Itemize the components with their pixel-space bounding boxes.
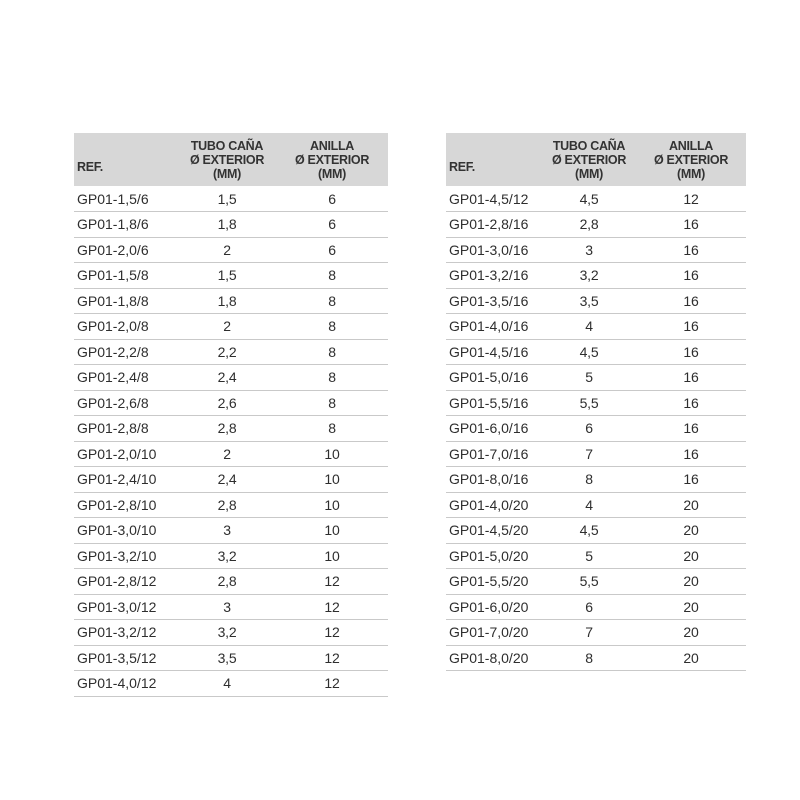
header-ref: REF. [446,133,542,186]
anilla-diameter-cell: 10 [276,441,388,467]
ref-cell: GP01-1,8/8 [74,288,178,314]
ref-cell: GP01-5,0/16 [446,365,542,391]
ref-cell: GP01-5,5/16 [446,390,542,416]
tubo-diameter-cell: 6 [542,594,636,620]
ref-cell: GP01-3,2/10 [74,543,178,569]
table-row [74,441,388,467]
anilla-diameter-cell: 12 [276,594,388,620]
ref-cell: GP01-2,8/16 [446,212,542,238]
tubo-diameter-cell: 2 [178,237,276,263]
table-row [446,339,746,365]
tubo-diameter-cell: 1,8 [178,288,276,314]
anilla-diameter-cell: 20 [636,645,746,671]
ref-cell: GP01-2,0/8 [74,314,178,340]
ref-cell: GP01-7,0/16 [446,441,542,467]
anilla-diameter-cell: 6 [276,237,388,263]
tubo-diameter-cell: 1,5 [178,263,276,289]
anilla-diameter-cell: 8 [276,288,388,314]
tubo-diameter-cell: 2,4 [178,365,276,391]
tubo-diameter-cell: 3,5 [542,288,636,314]
table-row [446,237,746,263]
tubo-diameter-cell: 3 [542,237,636,263]
spec-table-left [74,133,388,697]
anilla-diameter-cell: 10 [276,467,388,493]
ref-cell: GP01-2,0/10 [74,441,178,467]
anilla-diameter-cell: 8 [276,263,388,289]
anilla-diameter-cell: 10 [276,543,388,569]
header-anilla-line2: Ø EXTERIOR [653,152,729,167]
anilla-diameter-cell: 16 [636,390,746,416]
tubo-diameter-cell: 3 [178,594,276,620]
ref-cell: GP01-3,5/16 [446,288,542,314]
tubo-diameter-cell: 3,2 [178,543,276,569]
anilla-diameter-cell: 6 [276,186,388,212]
ref-cell: GP01-8,0/16 [446,467,542,493]
ref-cell: GP01-1,8/6 [74,212,178,238]
tubo-diameter-cell: 2,8 [178,492,276,518]
ref-cell: GP01-2,4/10 [74,467,178,493]
anilla-diameter-cell: 10 [276,518,388,544]
table-row [74,390,388,416]
ref-cell: GP01-3,2/16 [446,263,542,289]
anilla-diameter-cell: 8 [276,390,388,416]
header-anilla-line1: ANILLA [309,138,355,153]
tubo-diameter-cell: 5 [542,543,636,569]
tubo-diameter-cell: 5 [542,365,636,391]
table-row [74,620,388,646]
tubo-diameter-cell: 3,2 [178,620,276,646]
tubo-diameter-cell: 2 [178,314,276,340]
ref-cell: GP01-2,8/8 [74,416,178,442]
spec-table-right [446,133,746,671]
table-row [446,441,746,467]
table-row [74,365,388,391]
ref-cell: GP01-2,4/8 [74,365,178,391]
tubo-diameter-cell: 3,2 [542,263,636,289]
anilla-diameter-cell: 12 [276,620,388,646]
anilla-diameter-cell: 16 [636,288,746,314]
tubo-diameter-cell: 1,5 [178,186,276,212]
ref-cell: GP01-4,0/12 [74,671,178,697]
table-row [446,390,746,416]
table-body [446,186,746,671]
ref-cell: GP01-1,5/6 [74,186,178,212]
anilla-diameter-cell: 20 [636,543,746,569]
tubo-diameter-cell: 2,8 [542,212,636,238]
anilla-diameter-cell: 6 [276,212,388,238]
table-row [74,543,388,569]
header-row [74,133,388,186]
anilla-diameter-cell: 16 [636,416,746,442]
table-row [74,518,388,544]
table-row [74,186,388,212]
anilla-diameter-cell: 12 [276,569,388,595]
table-row [446,594,746,620]
table-row [74,237,388,263]
header-row [446,133,746,186]
table-row [446,518,746,544]
anilla-diameter-cell: 16 [636,441,746,467]
table-row [74,492,388,518]
ref-cell: GP01-7,0/20 [446,620,542,646]
header-anilla-line2: Ø EXTERIOR [294,152,370,167]
tubo-diameter-cell: 5,5 [542,569,636,595]
table-row [74,467,388,493]
header-tubo-line2: Ø EXTERIOR [551,152,627,167]
tubo-diameter-cell: 4 [542,492,636,518]
table-row [446,314,746,340]
ref-cell: GP01-2,8/10 [74,492,178,518]
ref-cell: GP01-3,2/12 [74,620,178,646]
tubo-diameter-cell: 7 [542,441,636,467]
header-anilla-line1: ANILLA [668,138,714,153]
tubo-diameter-cell: 8 [542,467,636,493]
ref-cell: GP01-3,0/12 [74,594,178,620]
table-row [74,645,388,671]
tubo-diameter-cell: 7 [542,620,636,646]
anilla-diameter-cell: 10 [276,492,388,518]
ref-cell: GP01-4,0/20 [446,492,542,518]
table-row [74,671,388,697]
anilla-diameter-cell: 20 [636,569,746,595]
ref-cell: GP01-4,5/12 [446,186,542,212]
table-body [74,186,388,696]
header-anilla [636,133,746,186]
ref-cell: GP01-3,0/10 [74,518,178,544]
header-tubo-line3: (MM) [575,166,603,181]
ref-cell: GP01-2,0/6 [74,237,178,263]
header-tubo [542,133,636,186]
header-anilla-line3: (MM) [318,166,346,181]
table-row [446,365,746,391]
table-row [446,492,746,518]
anilla-diameter-cell: 16 [636,263,746,289]
anilla-diameter-cell: 20 [636,518,746,544]
header-anilla [276,133,388,186]
tubo-diameter-cell: 5,5 [542,390,636,416]
anilla-diameter-cell: 16 [636,339,746,365]
table-row [74,569,388,595]
table-row [446,467,746,493]
ref-cell: GP01-2,8/12 [74,569,178,595]
table-row [74,263,388,289]
anilla-diameter-cell: 16 [636,237,746,263]
ref-cell: GP01-5,0/20 [446,543,542,569]
tubo-diameter-cell: 2,6 [178,390,276,416]
table-row [446,543,746,569]
tubo-diameter-cell: 4 [542,314,636,340]
anilla-diameter-cell: 8 [276,365,388,391]
tubo-diameter-cell: 8 [542,645,636,671]
header-ref: REF. [74,133,178,186]
tubo-diameter-cell: 4,5 [542,186,636,212]
anilla-diameter-cell: 16 [636,467,746,493]
table-row [446,263,746,289]
tubo-diameter-cell: 2,8 [178,416,276,442]
ref-cell: GP01-1,5/8 [74,263,178,289]
tubo-diameter-cell: 1,8 [178,212,276,238]
ref-cell: GP01-2,6/8 [74,390,178,416]
anilla-diameter-cell: 16 [636,212,746,238]
anilla-diameter-cell: 20 [636,492,746,518]
table-row [446,288,746,314]
table-row [74,212,388,238]
ref-cell: GP01-5,5/20 [446,569,542,595]
ref-cell: GP01-6,0/20 [446,594,542,620]
ref-cell: GP01-8,0/20 [446,645,542,671]
anilla-diameter-cell: 8 [276,416,388,442]
table-header [74,133,388,186]
header-tubo-line1: TUBO CAÑA [190,138,264,153]
header-tubo [178,133,276,186]
table-header [446,133,746,186]
tubo-diameter-cell: 2,4 [178,467,276,493]
anilla-diameter-cell: 20 [636,620,746,646]
table-row [446,212,746,238]
tubo-diameter-cell: 2,2 [178,339,276,365]
table-row [74,594,388,620]
anilla-diameter-cell: 20 [636,594,746,620]
table-row [446,186,746,212]
tubo-diameter-cell: 3,5 [178,645,276,671]
table-row [446,569,746,595]
ref-cell: GP01-3,0/16 [446,237,542,263]
tubo-diameter-cell: 4,5 [542,518,636,544]
anilla-diameter-cell: 12 [636,186,746,212]
table-row [74,288,388,314]
table-row [446,416,746,442]
tubo-diameter-cell: 2,8 [178,569,276,595]
tubo-diameter-cell: 2 [178,441,276,467]
ref-cell: GP01-6,0/16 [446,416,542,442]
ref-cell: GP01-4,0/16 [446,314,542,340]
tubo-diameter-cell: 3 [178,518,276,544]
header-anilla-line3: (MM) [677,166,705,181]
anilla-diameter-cell: 16 [636,314,746,340]
header-tubo-line3: (MM) [213,166,241,181]
anilla-diameter-cell: 8 [276,339,388,365]
anilla-diameter-cell: 8 [276,314,388,340]
tubo-diameter-cell: 4 [178,671,276,697]
ref-cell: GP01-3,5/12 [74,645,178,671]
tubo-diameter-cell: 4,5 [542,339,636,365]
ref-cell: GP01-2,2/8 [74,339,178,365]
ref-cell: GP01-4,5/16 [446,339,542,365]
table-row [74,314,388,340]
ref-cell: GP01-4,5/20 [446,518,542,544]
tubo-diameter-cell: 6 [542,416,636,442]
table-row [74,416,388,442]
table-row [446,620,746,646]
header-tubo-line1: TUBO CAÑA [552,138,626,153]
anilla-diameter-cell: 12 [276,645,388,671]
anilla-diameter-cell: 12 [276,671,388,697]
anilla-diameter-cell: 16 [636,365,746,391]
table-row [74,339,388,365]
table-row [446,645,746,671]
header-tubo-line2: Ø EXTERIOR [189,152,265,167]
